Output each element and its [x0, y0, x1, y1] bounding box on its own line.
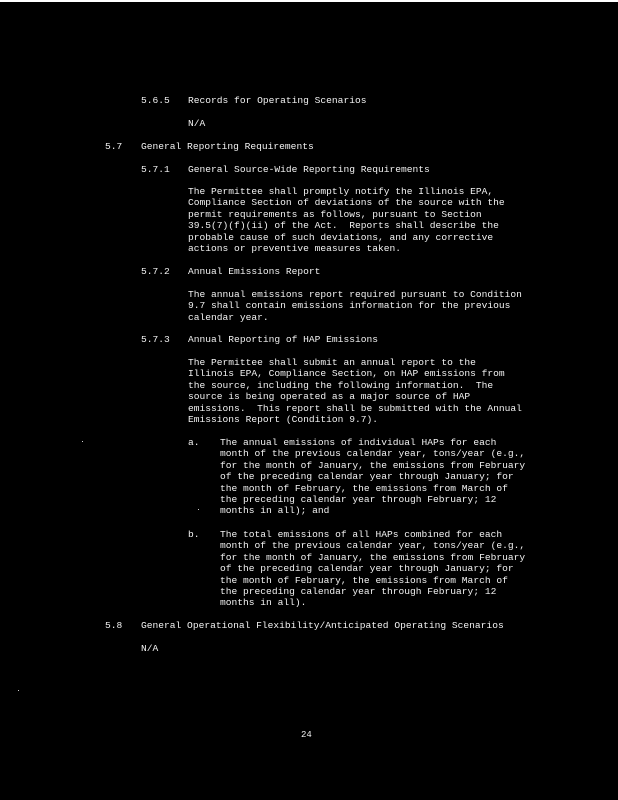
section-5-7-2-title: Annual Emissions Report: [188, 266, 321, 277]
section-5-6-5-number: 5.6.5: [141, 95, 170, 106]
page-number: 24: [301, 730, 312, 740]
list-item-a-label: a.: [188, 437, 200, 448]
list-item-a-text: The annual emissions of individual HAPs for each month of the previous calendar year, tons/year (e.g., for the month of January, the emissions from February of the preceding calendar year through January; for the month of February, the emissions from March of the preceding calendar year through February; 12 months in all); and: [220, 437, 526, 517]
list-item-b-text: The total emissions of all HAPs combined for each month of the previous calendar year, tons/year (e.g., for the month of January, the emissions from February of the preceding calendar year through January; for the month of February, the emissions from March of the preceding calendar year through February; 12 months in all).: [220, 529, 526, 609]
section-5-8-number: 5.8: [105, 620, 123, 631]
section-5-7-1-number: 5.7.1: [141, 164, 170, 175]
section-5-7-1-body: The Permittee shall promptly notify the Illinois EPA, Compliance Section of deviations of the source with the permit requirements as follows, pursuant to Section 39.5(7)(f)(ii) of the Act. Reports shall describe the probable cause of such deviations, and any corrective actions or preventive measures taken.: [188, 186, 505, 255]
section-5-7-3-title: Annual Reporting of HAP Emissions: [188, 334, 378, 345]
list-item-b-label: b.: [188, 529, 200, 540]
section-5-7-3-body: The Permittee shall submit an annual report to the Illinois EPA, Compliance Section, on HAP emissions from the source, including the following information. The source is being operated as a major source of HAP emissions. This report shall be submitted with the Annual Emissions Report (Condition 9.7).: [188, 357, 522, 426]
scan-speck: [198, 509, 199, 510]
section-5-7-2-body: The annual emissions report required pursuant to Condition 9.7 shall contain emissions information for the previous calendar year.: [188, 289, 522, 323]
section-5-8-body: N/A: [141, 643, 159, 654]
section-5-7-title: General Reporting Requirements: [141, 141, 314, 152]
section-5-6-5-body: N/A: [188, 118, 206, 129]
section-5-7-1-title: General Source-Wide Reporting Requirements: [188, 164, 430, 175]
section-5-6-5-title: Records for Operating Scenarios: [188, 95, 367, 106]
page-top-edge: [0, 0, 618, 2]
section-5-7-2-number: 5.7.2: [141, 266, 170, 277]
scan-speck: [82, 441, 83, 442]
section-5-8-title: General Operational Flexibility/Anticipated Operating Scenarios: [141, 620, 504, 631]
section-5-7-3-number: 5.7.3: [141, 334, 170, 345]
section-5-7-number: 5.7: [105, 141, 123, 152]
scan-speck: [18, 690, 19, 691]
